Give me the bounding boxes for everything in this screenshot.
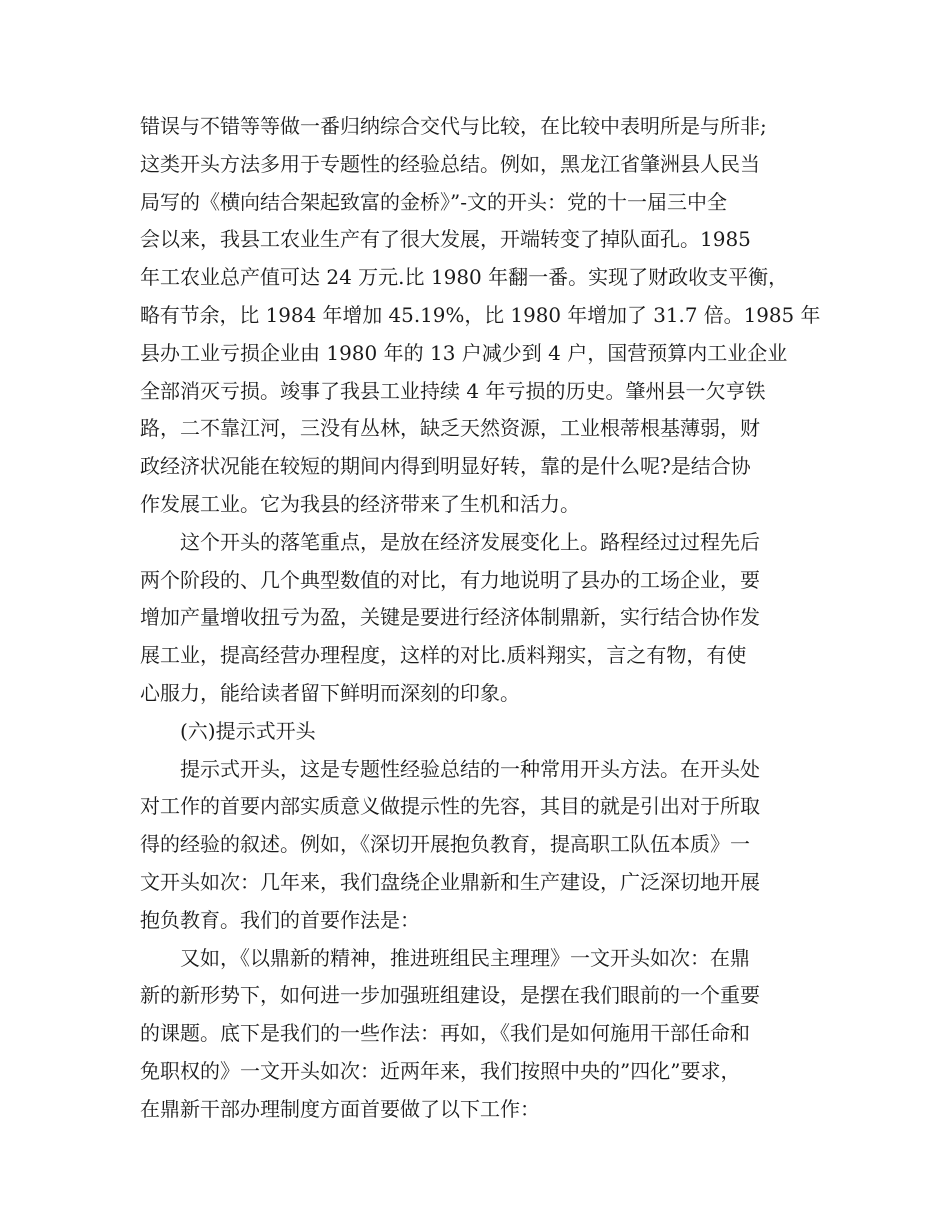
text-line: 新的新形势下，如何进一步加强班组建设，是摆在我们眼前的一个重要 <box>140 983 760 1008</box>
text-line: 得的经验的叙述。例如，《深切开展抱负教育，提高职工队伍本质》一 <box>140 832 750 857</box>
text-line: 增加产量增收扭亏为盈，关键是要进行经济体制鼎新，实行结合协作发 <box>140 605 760 630</box>
text-line: 心服力，能给读者留下鲜明而深刻的印象。 <box>140 680 520 705</box>
paragraph-first-line: 提示式开头，这是专题性经验总结的一种常用开头方法。在开头处 <box>180 756 760 781</box>
text-line: 会以来，我县工农业生产有了很大发展，开端转变了掉队面孔。1985 <box>140 227 751 252</box>
text-line: 文开头如次：几年来，我们盘绕企业鼎新和生产建设，广泛深切地开展 <box>140 869 760 894</box>
paragraph-first-line: 又如，《以鼎新的精神，推进班组民主理理》一文开头如次：在鼎 <box>180 945 750 970</box>
text-line: 免职权的》一文开头如次：近两年来，我们按照中央的”四化”要求， <box>140 1058 741 1083</box>
text-line: 在鼎新干部办理制度方面首要做了以下工作： <box>140 1096 540 1121</box>
text-line: 错误与不错等等做一番归纳综合交代与比较，在比较中表明所是与所非; <box>140 114 767 138</box>
text-line: 两个阶段的、几个典型数值的对比，有力地说明了县办的工场企业，要 <box>140 567 760 592</box>
text-line: 全部消灭亏损。竣事了我县工业持续 4 年亏损的历史。肇州县一欠亨铁 <box>140 378 766 403</box>
text-line: 政经济状况能在较短的期间内得到明显好转，靠的是什么呢?是结合协 <box>140 454 751 479</box>
text-line: 的课题。底下是我们的一些作法：再如，《我们是如何施用干部任命和 <box>140 1021 750 1046</box>
text-line: 路，二不靠江河，三没有丛林，缺乏天然资源，工业根蒂根基薄弱，财 <box>140 416 760 441</box>
text-line: 展工业，提高经营办理程度，这样的对比.质料翔实，言之有物，有使 <box>140 643 747 668</box>
text-line: 局写的《横向结合架起致富的金桥》”-文的开头：党的十一届三中全 <box>140 189 727 214</box>
text-line: 年工农业总产值可达 24 万元.比 1980 年翻一番。实现了财政收支平衡， <box>140 265 789 290</box>
text-line: 县办工业亏损企业由 1980 年的 13 户减少到 4 户，国营预算内工业企业 <box>140 340 788 365</box>
body-text <box>140 108 820 1129</box>
text-line: 抱负教育。我们的首要作法是： <box>140 907 420 932</box>
text-line: 作发展工业。它为我县的经济带来了生机和活力。 <box>140 491 580 516</box>
text-line: 这类开头方法多用于专题性的经验总结。例如，黑龙江省肇洲县人民当 <box>140 151 760 176</box>
text-line: 对工作的首要内部实质意义做提示性的先容，其目的就是引出对于所取 <box>140 794 760 819</box>
text-line: 略有节余，比 1984 年增加 45.19%，比 1980 年增加了 31.7 倍。1985 年 <box>140 302 821 327</box>
paragraph-first-line: 这个开头的落笔重点，是放在经济发展变化上。路程经过过程先后 <box>180 529 760 554</box>
paragraph-first-line: (六)提示式开头 <box>180 718 316 743</box>
